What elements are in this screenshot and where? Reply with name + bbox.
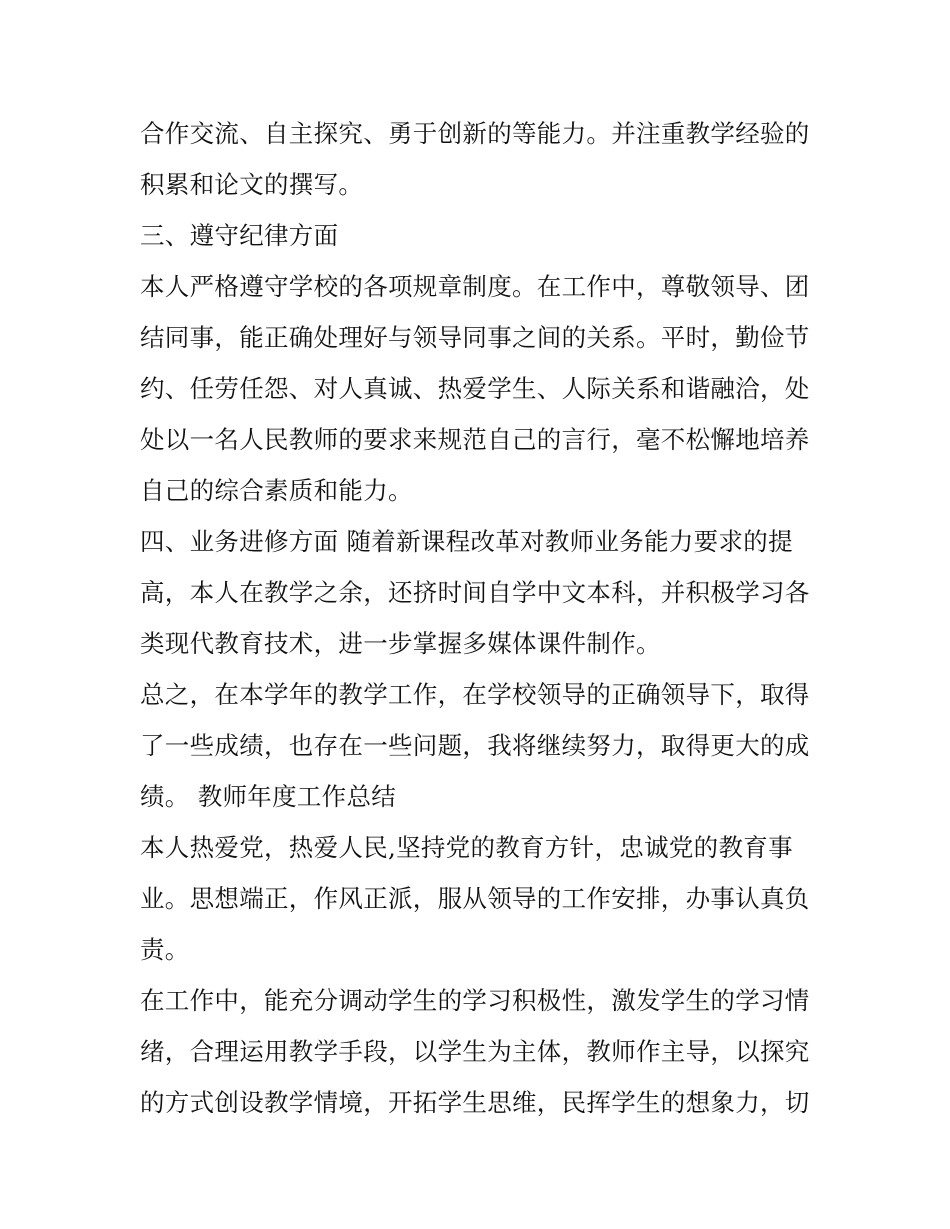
text-line: 处以一名人民教师的要求来规范自己的言行，毫不松懈地培养 bbox=[140, 425, 810, 454]
text-line: 合作交流、自主探究、勇于创新的等能力。并注重教学经验的 bbox=[140, 119, 810, 148]
body-text bbox=[140, 108, 820, 1128]
text-line: 积累和论文的撰写。 bbox=[140, 170, 364, 199]
text-line: 绪，合理运用教学手段，以学生为主体，教师作主导，以探究 bbox=[140, 1037, 810, 1066]
text-line: 责。 bbox=[140, 935, 190, 964]
section-heading: 三、遵守纪律方面 bbox=[140, 221, 339, 250]
text-line: 本人热爱党，热爱人民,坚持党的教育方针，忠诚党的教育事 bbox=[140, 833, 793, 862]
text-line: 自己的综合素质和能力。 bbox=[140, 476, 413, 505]
text-line: 的方式创设教学情境，开拓学生思维，民挥学生的想象力，切 bbox=[140, 1088, 810, 1117]
text-line: 本人严格遵守学校的各项规章制度。在工作中，尊敬领导、团 bbox=[140, 272, 810, 301]
text-line: 绩。 教师年度工作总结 bbox=[140, 782, 397, 811]
text-line: 总之，在本学年的教学工作，在学校领导的正确领导下，取得 bbox=[140, 680, 810, 709]
text-line: 在工作中，能充分调动学生的学习积极性，激发学生的学习情 bbox=[140, 986, 810, 1015]
text-line: 约、任劳任怨、对人真诚、热爱学生、人际关系和谐融洽，处 bbox=[140, 374, 810, 403]
text-line: 结同事，能正确处理好与领导同事之间的关系。平时，勤俭节 bbox=[140, 323, 810, 352]
text-line: 类现代教育技术，进一步掌握多媒体课件制作。 bbox=[140, 629, 661, 658]
text-line: 高，本人在教学之余，还挤时间自学中文本科，并积极学习各 bbox=[140, 578, 810, 607]
text-line: 业。思想端正，作风正派，服从领导的工作安排，办事认真负 bbox=[140, 884, 810, 913]
text-line: 了一些成绩，也存在一些问题，我将继续努力，取得更大的成 bbox=[140, 731, 810, 760]
section-heading: 四、业务进修方面 随着新课程改革对教师业务能力要求的提 bbox=[140, 527, 793, 556]
